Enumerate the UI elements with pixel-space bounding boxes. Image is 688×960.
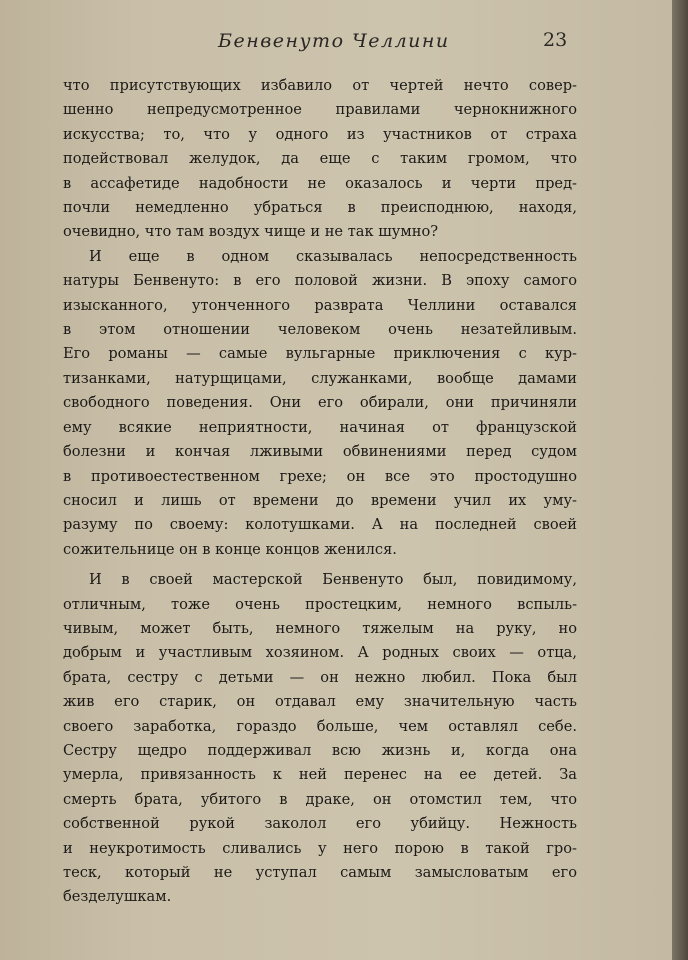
- text-line: жив его старик, он отдавал ему значительную часть: [63, 693, 577, 711]
- text-line: брата, сестру с детьми — он нежно любил. Пока был: [63, 668, 577, 686]
- text-line: безделушкам.: [63, 888, 172, 906]
- text-line: шенно непредусмотренное правилами чернокнижного: [63, 101, 577, 119]
- text-line: в этом отношении человеком очень незатейливым.: [63, 321, 577, 339]
- text-line: очевидно, что там воздух чище и не так шумно?: [63, 223, 439, 241]
- text-line: И в своей мастерской Бенвенуто был, повидимому,: [89, 571, 577, 589]
- text-line: теск, который не уступал самым замысловатым его: [63, 864, 577, 881]
- paragraph-3: [63, 568, 577, 910]
- body-text: [63, 74, 577, 910]
- paragraph-1: [63, 74, 577, 245]
- text-line: подействовал желудок, да еще с таким громом, что: [63, 150, 577, 168]
- text-line: смерть брата, убитого в драке, он отомстил тем, что: [63, 790, 577, 808]
- text-line: сносил и лишь от времени до времени учил их уму-: [63, 491, 577, 509]
- text-line: чивым, может быть, немного тяжелым на руку, но: [63, 619, 577, 637]
- text-line: сожительнице он в конце концов женился.: [63, 540, 397, 558]
- text-line: Его романы — самые вульгарные приключения с кур-: [63, 345, 577, 363]
- text-line: и неукротимость сливались у него порою в такой гро-: [63, 839, 577, 857]
- running-head: [0, 30, 672, 58]
- running-title: Бенвенуто Челлини: [218, 30, 450, 52]
- text-line: что присутствующих избавило от чертей нечто совер-: [63, 77, 577, 94]
- text-line: собственной рукой заколол его убийцу. Нежность: [63, 815, 577, 833]
- text-line: отличным, тоже очень простецким, немного вспыль-: [63, 595, 577, 613]
- text-line: разуму по своему: колотушками. А на последней своей: [63, 516, 577, 534]
- text-line: в противоестественном грехе; он все это простодушно: [63, 467, 577, 485]
- text-line: ему всякие неприятности, начиная от французской: [63, 418, 577, 436]
- text-line: свободного поведения. Они его обирали, они причиняли: [63, 394, 577, 412]
- text-line: болезни и кончая лживыми обвинениями перед судом: [63, 443, 577, 461]
- text-line: натуры Бенвенуто: в его половой жизни. В эпоху самого: [63, 272, 577, 290]
- text-line: умерла, привязанность к ней перенес на ее детей. За: [63, 766, 577, 784]
- text-line: Сестру щедро поддерживал всю жизнь и, когда она: [63, 741, 577, 759]
- text-line: добрым и участливым хозяином. А родных своих — отца,: [63, 644, 577, 662]
- paragraph-2: [63, 245, 577, 562]
- text-line: почли немедленно убраться в преисподнюю, находя,: [63, 199, 577, 217]
- text-line: тизанками, натурщицами, служанками, вообще дамами: [63, 369, 577, 387]
- text-line: И еще в одном сказывалась непосредственность: [89, 247, 577, 265]
- page-edge: [672, 0, 688, 960]
- page-number: 23: [543, 29, 568, 51]
- text-line: изысканного, утонченного разврата Челлини оставался: [63, 296, 577, 314]
- text-line: искусства; то, что у одного из участников от страха: [63, 125, 577, 143]
- text-line: своего заработка, гораздо больше, чем оставлял себе.: [63, 717, 577, 735]
- text-line: в ассафетиде надобности не оказалось и черти пред-: [63, 174, 577, 192]
